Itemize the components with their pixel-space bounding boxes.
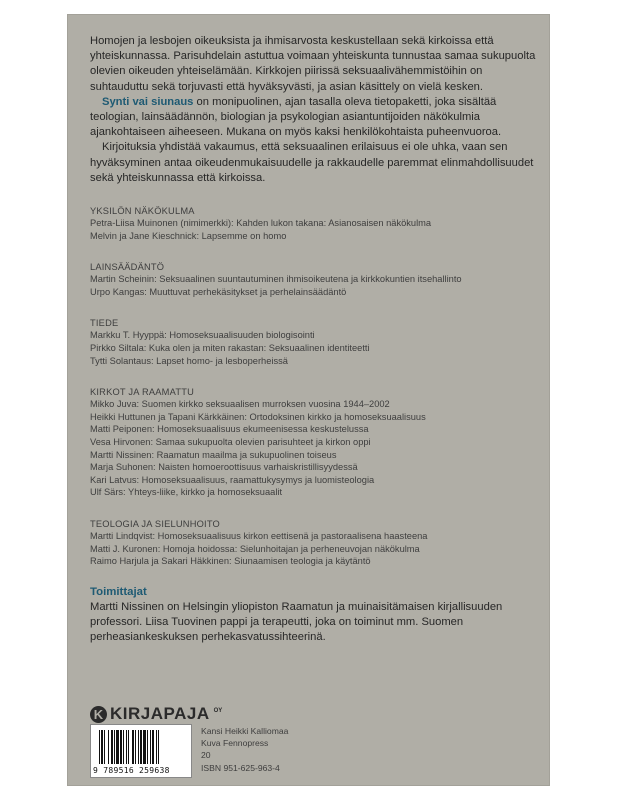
publisher-suffix: OY [213,707,223,714]
section-title: TEOLOGIA JA SIELUNHOITO [90,518,220,529]
article-entry: Kari Latvus: Homoseksuaalisuus, raamattukysymys ja luomisteologia [90,474,375,485]
section-title: LAINSÄÄDÄNTÖ [90,262,165,273]
barcode-number: 9 789516 259638 [93,766,170,775]
article-entry: Pirkko Siltala: Kuka olen ja miten rakastan: Seksuaalinen identiteetti [90,343,370,353]
credit-line: 20 [201,750,211,761]
credit-line: Kuva Fennopress [201,738,269,749]
article-entry: Martti Nissinen: Raamatun maailma ja sukupuolinen toiseus [90,449,337,460]
cover-content [90,34,538,645]
article-entry: Tytti Solantaus: Lapset homo- ja lesboperheissä [90,355,288,366]
article-entry: Raimo Harjula ja Sakari Häkkinen: Siunaamisen teologia ja käytäntö [90,556,371,567]
publisher-logo-icon: K [90,706,107,723]
article-entry: Heikki Huttunen ja Tapani Kärkkäinen: Ortodoksinen kirkko ja homoseksuaalisuus [90,411,426,422]
editors-text: Martti Nissinen on Helsingin yliopiston Raamatun ja muinaisitämaisen kirjallisuuden professori. Liisa Tuovinen pappi ja terapeutti, joka on toiminut mm. Suomen perheasiankeskuksen perhekasvatussihteerinä. [90,600,503,644]
article-entry: Martin Scheinin: Seksuaalinen suuntautuminen ihmisoikeutena ja kirkkokuntien itsehallinto [90,274,462,285]
section-teologia-ja-sielunhoito [90,518,538,568]
intro-paragraph-2 [90,95,538,141]
book-title-inline: Synti vai siunaus [102,95,194,108]
article-entry: Matti J. Kuronen: Homoja hoidossa: Sielunhoitajan ja perheneuvojan näkökulma [90,543,420,554]
article-entry: Melvin ja Jane Kieschnick: Lapsemme on homo [90,230,287,241]
article-entry: Matti Peiponen: Homoseksuaalisuus ekumeenisessa keskustelussa [90,424,369,435]
publisher-logo [90,704,222,724]
isbn-line: ISBN 951-625-963-4 [201,762,280,773]
intro-paragraph-1: Homojen ja lesbojen oikeuksista ja ihmisarvosta keskustellaan sekä kirkoissa että yhteiskunnassa. Parisuhdelain astuttua voimaan yhteiskunta tunnustaa samaa sukupuolta olevien oikeuden yhteiselämään. Kirkkojen piirissä seksuaalivähemmistöihin on suhtauduttu sekä torjuvasti että hyväksyvästi, ja asian käsittely on vielä kesken. [90,35,536,93]
intro-paragraph-2-text: on monipuolinen, ajan tasalla oleva tietopaketti, joka sisältää teologian, lainsäädännön, biologian ja psykologian asiantuntijoiden näkökulmia ajankohtaiseen aiheeseen. Mukana on myös kaksi henkilökohtaista puheenvuoroa. [90,95,502,139]
credit-line: Kansi Heikki Kalliomaa [201,726,289,736]
article-entry: Marja Suhonen: Naisten homoeroottisuus varhaiskristillisyydessä [90,462,358,473]
article-entry: Mikko Juva: Suomen kirkko seksuaalisen murroksen vuosina 1944–2002 [90,399,390,410]
section-kirkot-ja-raamattu [90,386,538,499]
barcode-label [90,724,192,778]
article-entry: Petra-Liisa Muinonen (nimimerkki): Kahden lukon takana: Asianosaisen näkökulma [90,218,432,229]
section-title: YKSILÖN NÄKÖKULMA [90,206,195,217]
section-yksilon-nakokulma [90,205,538,242]
article-entry: Ulf Särs: Yhteys-liike, kirkko ja homoseksuaalit [90,487,283,498]
article-entry: Markku T. Hyyppä: Homoseksuaalisuuden biologisointi [90,330,315,341]
book-back-cover [67,14,550,786]
section-lainsaadanto [90,261,538,298]
intro-paragraph-3: Kirjoituksia yhdistää vakaumus, että seksuaalinen erilaisuus ei ole uhka, vaan sen hyväksyminen antaa oikeudenmukaisuudelle ja rakkaudelle paremmat elinmahdollisuudet sekä yhteiskunnassa että kirkoissa. [90,141,534,184]
section-title: TIEDE [90,318,119,329]
article-entry: Urpo Kangas: Muuttuvat perhekäsitykset ja perhelainsäädäntö [90,286,347,297]
article-entry: Martti Lindqvist: Homoseksuaalisuus kirkon eettisenä ja pastoraalisena haasteena [90,530,428,541]
intro-text [90,34,538,186]
publisher-name: KIRJAPAJA [110,704,210,723]
section-tiede [90,317,538,367]
section-title: KIRKOT JA RAAMATTU [90,387,194,398]
article-entry: Vesa Hirvonen: Samaa sukupuolta olevien parisuhteet ja kirkon oppi [90,436,371,447]
cover-credits [201,725,288,774]
barcode-icon [99,730,185,764]
editors-heading: Toimittajat [90,585,147,598]
